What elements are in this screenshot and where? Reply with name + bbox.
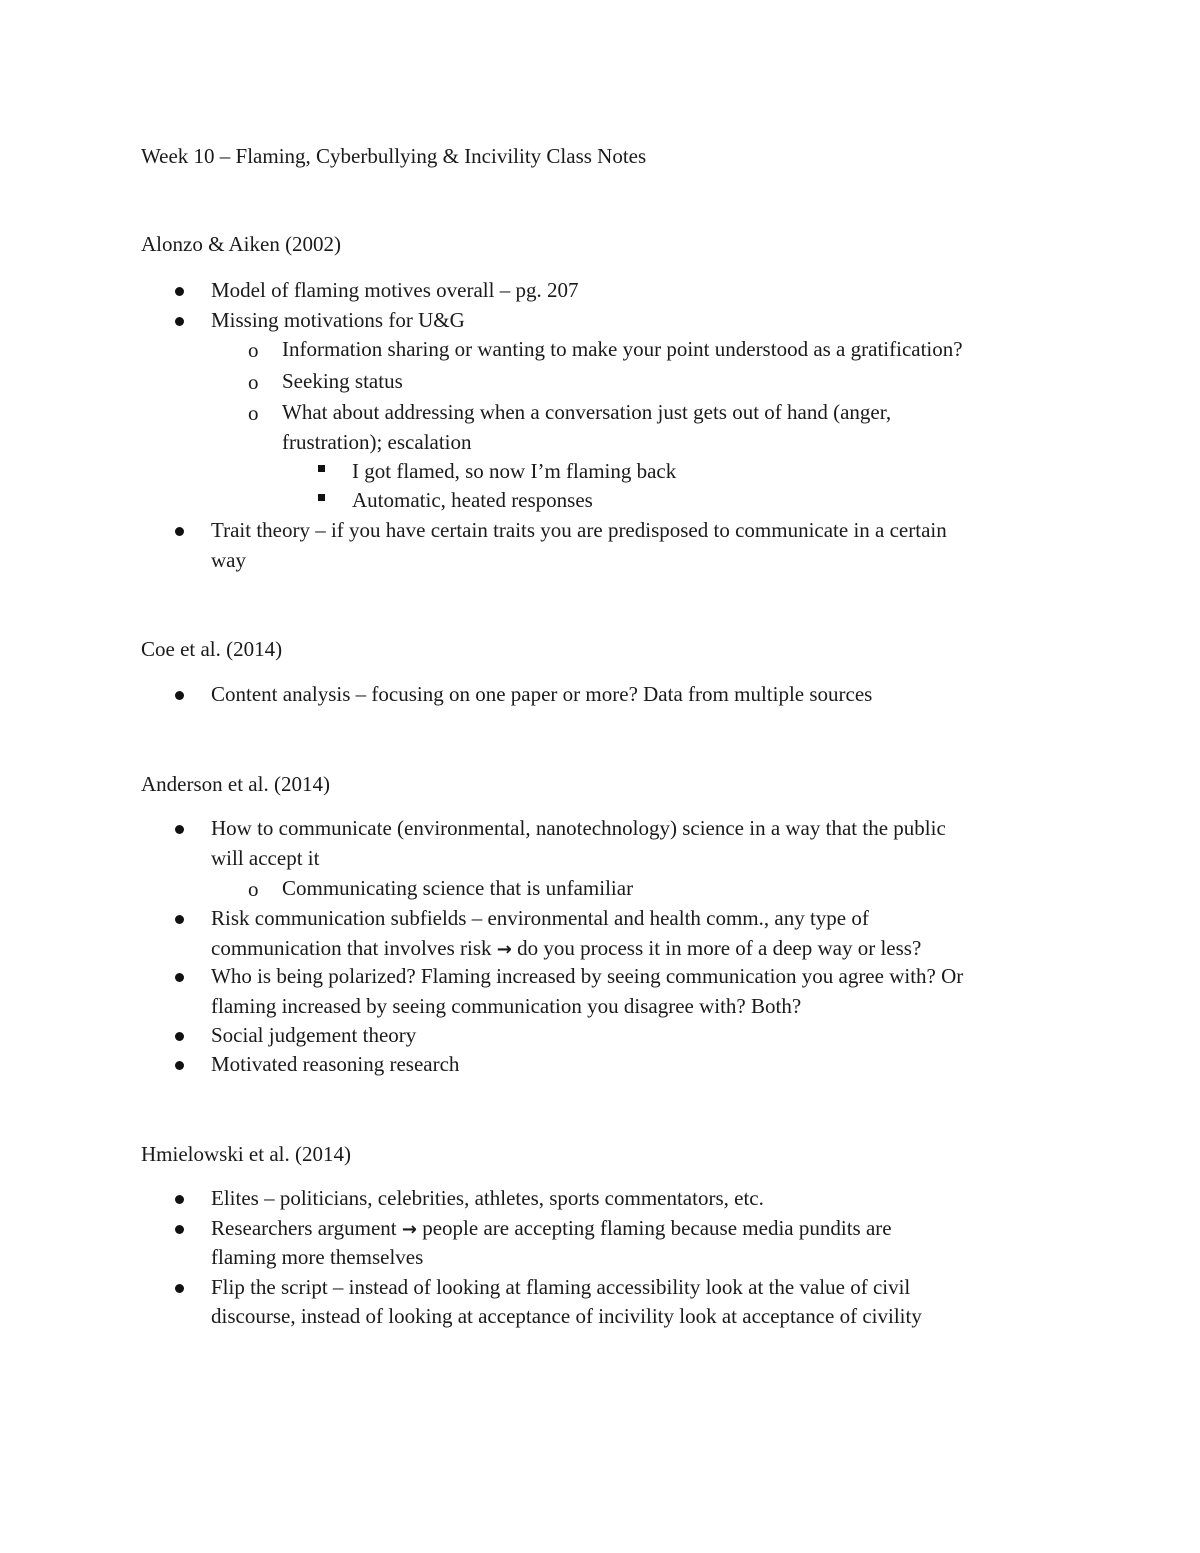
list-item-text: do you process it in more of a deep way or less? — [517, 936, 922, 960]
list-item-continuation — [211, 938, 921, 959]
list-item: Who is being polarized? Flaming increased by seeing communication you agree with? Or — [211, 964, 964, 988]
bullet-icon — [175, 1061, 184, 1070]
circle-bullet-icon: o — [248, 877, 259, 901]
list-item: Social judgement theory — [211, 1023, 417, 1047]
list-item: Trait theory – if you have certain traits you are predisposed to communicate in a certain — [211, 518, 947, 542]
circle-bullet-icon: o — [248, 370, 259, 394]
list-item: Model of flaming motives overall – pg. 207 — [211, 278, 579, 302]
bullet-icon — [175, 915, 184, 924]
section-heading-coe: Coe et al. (2014) — [141, 637, 283, 661]
list-item: Risk communication subfields – environmental and health comm., any type of — [211, 906, 869, 930]
bullet-icon — [175, 287, 184, 296]
list-item: Elites – politicians, celebrities, athletes, sports commentators, etc. — [211, 1186, 764, 1210]
sub-list-item-continuation: frustration); escalation — [282, 430, 472, 454]
document-title: Week 10 – Flaming, Cyberbullying & Incivility Class Notes — [141, 144, 647, 168]
bullet-icon — [175, 317, 184, 326]
list-item-continuation: flaming increased by seeing communication you disagree with? Both? — [211, 994, 802, 1018]
bullet-icon — [175, 1195, 184, 1204]
list-item: Flip the script – instead of looking at flaming accessibility look at the value of civil — [211, 1275, 911, 1299]
bullet-icon — [175, 973, 184, 982]
list-item-continuation: discourse, instead of looking at acceptance of incivility look at acceptance of civility — [211, 1304, 922, 1328]
list-item: Motivated reasoning research — [211, 1052, 460, 1076]
bullet-icon — [175, 691, 184, 700]
list-item — [211, 1218, 892, 1239]
bullet-icon — [175, 527, 184, 536]
arrow-right-icon: → — [496, 939, 512, 960]
square-bullet-icon — [318, 494, 325, 501]
circle-bullet-icon: o — [248, 401, 259, 425]
section-heading-alonzo-aiken: Alonzo & Aiken (2002) — [141, 232, 342, 256]
list-item-text: communication that involves risk — [211, 936, 492, 960]
list-item-continuation: way — [211, 548, 246, 572]
list-item-text: people are accepting flaming because media pundits are — [422, 1216, 892, 1240]
arrow-right-icon: → — [401, 1219, 417, 1240]
sub-sub-list-item: I got flamed, so now I’m flaming back — [352, 459, 677, 483]
sub-list-item: What about addressing when a conversation just gets out of hand (anger, — [282, 400, 892, 424]
bullet-icon — [175, 1284, 184, 1293]
sub-list-item: Seeking status — [282, 369, 403, 393]
list-item: Content analysis – focusing on one paper or more? Data from multiple sources — [211, 682, 873, 706]
section-heading-hmielowski: Hmielowski et al. (2014) — [141, 1142, 351, 1166]
list-item-continuation: will accept it — [211, 846, 320, 870]
bullet-icon — [175, 1225, 184, 1234]
sub-list-item: Communicating science that is unfamiliar — [282, 876, 634, 900]
bullet-icon — [175, 825, 184, 834]
list-item: How to communicate (environmental, nanotechnology) science in a way that the public — [211, 816, 946, 840]
square-bullet-icon — [318, 465, 325, 472]
bullet-icon — [175, 1032, 184, 1041]
list-item: Missing motivations for U&G — [211, 308, 465, 332]
sub-list-item: Information sharing or wanting to make your point understood as a gratification? — [282, 337, 963, 361]
sub-sub-list-item: Automatic, heated responses — [352, 488, 593, 512]
circle-bullet-icon: o — [248, 338, 259, 362]
list-item-text: Researchers argument — [211, 1216, 397, 1240]
section-heading-anderson: Anderson et al. (2014) — [141, 772, 330, 796]
list-item-continuation: flaming more themselves — [211, 1245, 424, 1269]
